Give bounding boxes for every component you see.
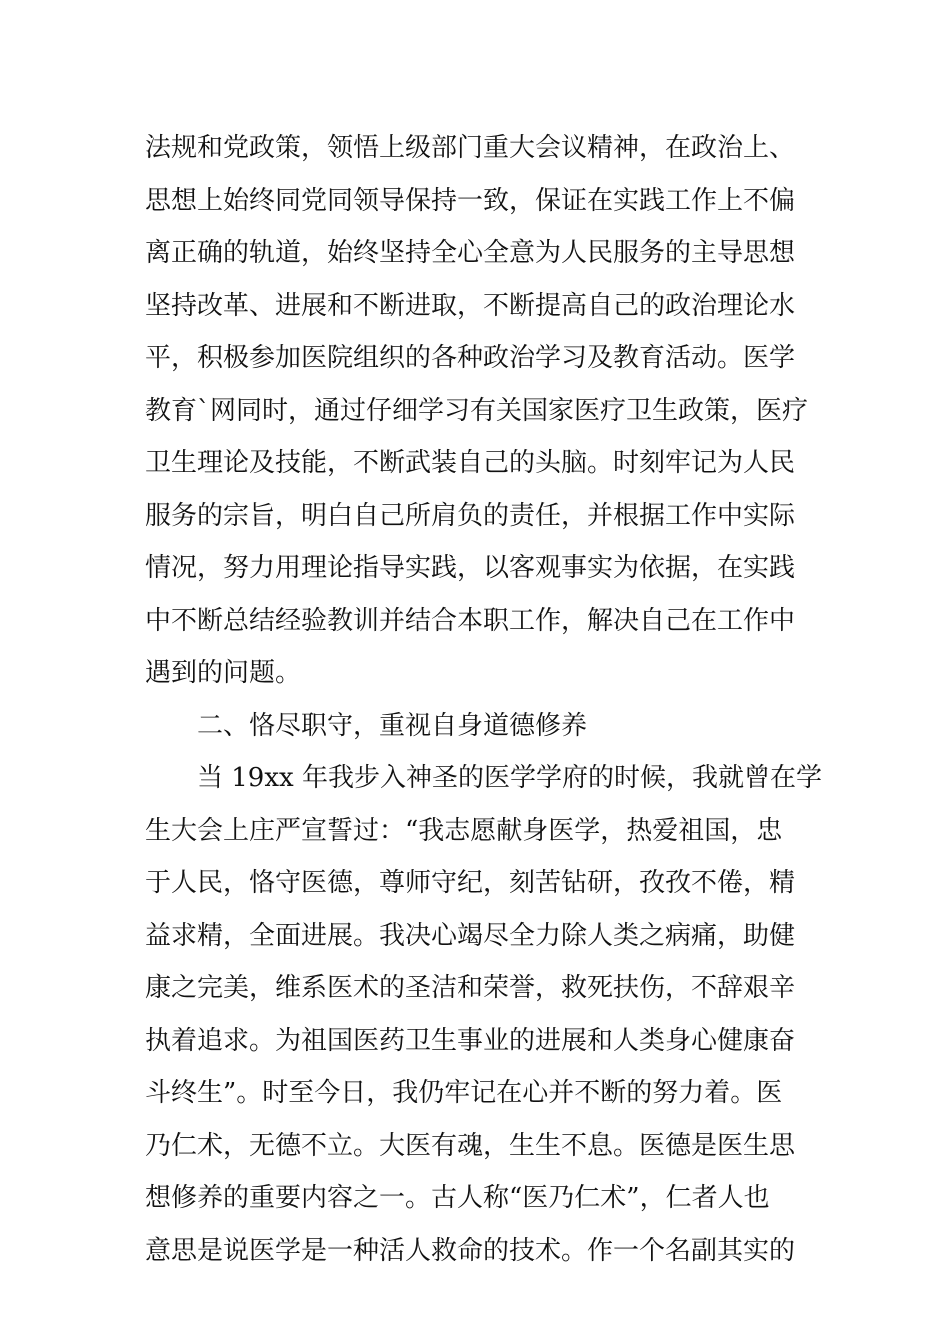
paragraph-line: 斗终生”。时至今日，我仍牢记在心并不断的努力着。医 — [145, 1078, 783, 1108]
paragraph-line: 当 19xx 年我步入神圣的医学学府的时候，我就曾在学 — [197, 763, 822, 793]
paragraph-line: 遇到的问题。 — [145, 658, 302, 688]
paragraph-line: 生大会上庄严宣誓过：“我志愿献身医学，热爱祖国，忠 — [145, 815, 783, 846]
paragraph-line: 坚持改革、进展和不断进取，不断提高自己的政治理论水 — [145, 290, 796, 321]
paragraph-line: 康之完美，维系医术的圣洁和荣誉，救死扶伤，不辞艰辛 — [145, 973, 796, 1003]
paragraph-line: 情况，努力用理论指导实践，以客观事实为依据，在实践 — [145, 553, 796, 583]
paragraph-line: 益求精，全面进展。我决心竭尽全力除人类之病痛，助健 — [145, 920, 796, 951]
paragraph-line: 法规和党政策，领悟上级部门重大会议精神，在政治上、 — [145, 133, 796, 163]
paragraph-line: 教育`网同时，通过仔细学习有关国家医疗卫生政策，医疗 — [145, 395, 809, 426]
paragraph-line: 于人民，恪守医德，尊师守纪，刻苦钻研，孜孜不倦，精 — [145, 868, 796, 898]
paragraph-line: 卫生理论及技能，不断武装自己的头脑。时刻牢记为人民 — [145, 448, 796, 478]
section-heading: 二、恪尽职守，重视自身道德修养 — [197, 710, 588, 741]
paragraph-line: 离正确的轨道，始终坚持全心全意为人民服务的主导思想 — [145, 238, 796, 268]
paragraph-line: 中不断总结经验教训并结合本职工作，解决自己在工作中 — [145, 605, 796, 636]
paragraph-line: 想修养的重要内容之一。古人称“医乃仁术”，仁者人也 — [145, 1183, 770, 1213]
paragraph-line: 执着追求。为祖国医药卫生事业的进展和人类身心健康奋 — [145, 1025, 796, 1056]
paragraph-line: 意思是说医学是一种活人救命的技术。作一个名副其实的 — [145, 1235, 796, 1266]
paragraph-line: 思想上始终同党同领导保持一致，保证在实践工作上不偏 — [145, 185, 796, 216]
paragraph-line: 乃仁术，无德不立。大医有魂，生生不息。医德是医生思 — [145, 1130, 796, 1161]
paragraph-line: 服务的宗旨，明白自己所肩负的责任，并根据工作中实际 — [145, 500, 796, 531]
body-text — [145, 122, 822, 1277]
paragraph-line: 平，积极参加医院组织的各种政治学习及教育活动。医学 — [145, 343, 796, 373]
